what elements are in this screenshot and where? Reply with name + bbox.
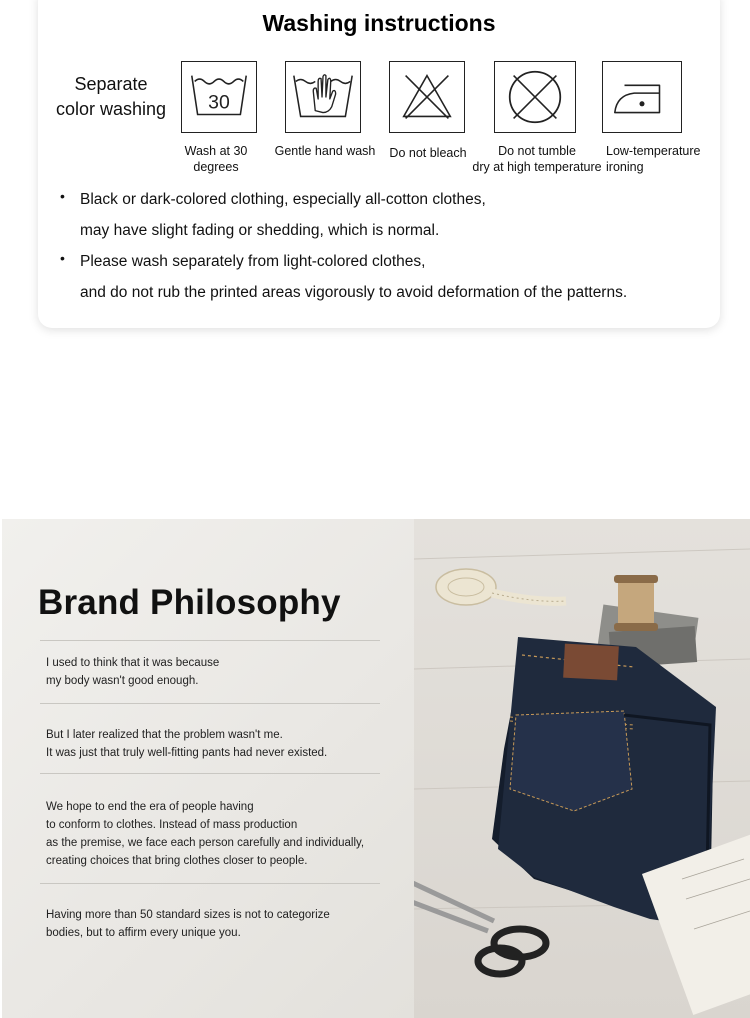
svg-text:30: 30: [208, 91, 230, 114]
hand-wash-caption: Gentle hand wash: [274, 144, 376, 158]
brand-text-panel: [2, 519, 414, 1018]
no-bleach-icon: [389, 61, 465, 133]
brand-title: Brand Philosophy: [38, 583, 341, 622]
wash-30-caption: Wash at 30 degrees: [184, 144, 248, 174]
separate-color-washing-label: Separate color washing: [55, 74, 167, 119]
folded-jeans-photo: [414, 519, 750, 1018]
divider: [40, 883, 380, 884]
no-bleach-caption: Do not bleach: [389, 146, 467, 160]
no-tumble-caption: Do not tumble dry at high temperature: [472, 144, 602, 174]
brand-paragraph: But I later realized that the problem wasn't me. It was just that truly well-fitting pants had never existed.: [46, 729, 328, 759]
divider: [40, 703, 380, 704]
washing-title: Washing instructions: [262, 10, 496, 36]
iron-caption: Low-temperature ironing: [606, 144, 701, 174]
brand-paragraph: I used to think that it was because my body wasn't good enough.: [46, 657, 220, 687]
tape-measure-icon: [436, 569, 566, 605]
divider: [40, 640, 380, 641]
low-temp-iron-icon: [602, 61, 682, 133]
washing-instructions-card: Washing instructions Separate color washing 30 Wash at 30 degrees Gentle hand wash Do not bleach Do not tumble dry at high temperature Low-temperature ironing • Black or dark-colored clothing, especially all-cotton clothes, may have slight fading or shedding, which is normal. • Please wash separately from light-colored clothes, and do not rub the printed areas vigorously to avoid deformation of the patterns.: [38, 0, 720, 328]
brand-philosophy-section: [2, 519, 750, 1018]
brand-paragraph: We hope to end the era of people having to conform to clothes. Instead of mass production as the premise, we face each person carefully and individually, creating choices that bring clothes closer to people.: [46, 801, 365, 867]
hand-wash-icon: [285, 61, 361, 133]
wash-30-icon: [181, 61, 257, 133]
divider: [40, 773, 380, 774]
no-tumble-dry-icon: [494, 61, 576, 133]
scissors-icon: [414, 879, 546, 974]
thread-spool-icon: [614, 575, 658, 631]
brand-paragraph: Having more than 50 standard sizes is not to categorize bodies, but to affirm every unique you.: [46, 909, 330, 939]
